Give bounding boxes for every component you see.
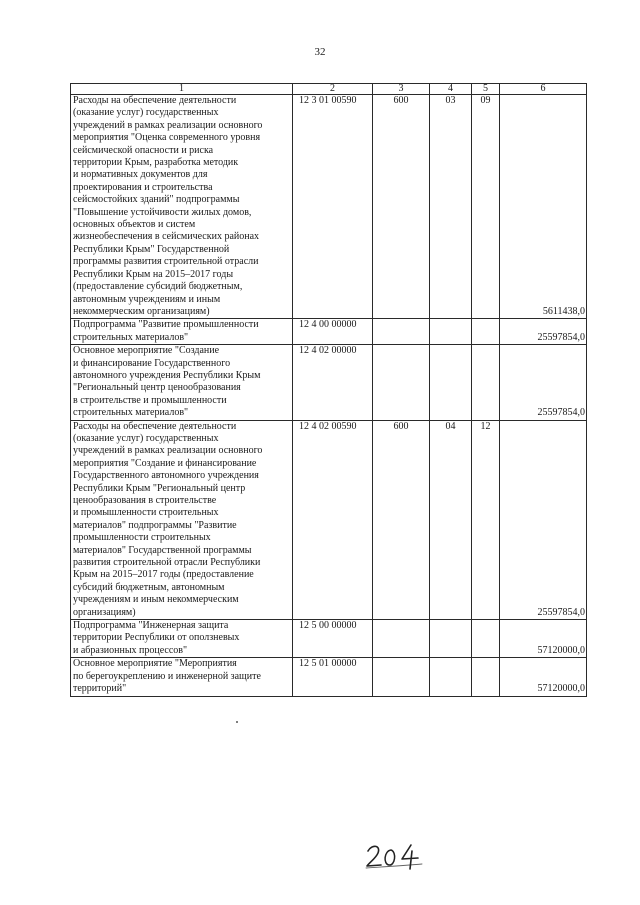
- table-row: [71, 95, 587, 319]
- row-section: [430, 345, 472, 420]
- table-row: [71, 620, 587, 658]
- table-header-row: [71, 84, 587, 95]
- row-subsection: [472, 345, 500, 420]
- row-expense-type: [373, 620, 430, 658]
- row-expense-type: 600: [373, 95, 430, 319]
- row-description: Расходы на обеспечение деятельности (оказание услуг) государственных учреждений в рамках реализации основного мероприятия "Оценка современного уровня сейсмической опасности и риска территории Крым, разработка методик и нормативных документов для проектирования и строительства сейсмостойких зданий" подпрограммы "Повышение устойчивости жилых домов, основных объектов и систем жизнеобеспечения в сейсмических районах Республики Крым" Государственной программы развития строительной отрасли Республики Крым на 2015–2017 годы (предоставление субсидий бюджетным, автономным учреждениям и иным некоммерческим организациям): [71, 95, 293, 319]
- row-section: [430, 620, 472, 658]
- header-cell: 3: [373, 84, 430, 95]
- header-cell: 2: [293, 84, 373, 95]
- row-expense-type: [373, 345, 430, 420]
- row-expense-type: [373, 319, 430, 345]
- row-code: 12 4 02 00590: [293, 420, 373, 620]
- row-subsection: 09: [472, 95, 500, 319]
- table-row: [71, 658, 587, 696]
- page-number: 32: [314, 46, 326, 58]
- row-code: 12 5 00 00000: [293, 620, 373, 658]
- row-amount: 25597854,0: [500, 420, 587, 620]
- row-description: Основное мероприятие "Мероприятия по берегоукреплению и инженерной защите территорий": [71, 658, 293, 696]
- row-code: 12 4 00 00000: [293, 319, 373, 345]
- row-code: 12 3 01 00590: [293, 95, 373, 319]
- row-amount: 25597854,0: [500, 345, 587, 420]
- row-subsection: [472, 620, 500, 658]
- header-cell: 1: [71, 84, 293, 95]
- stray-dot-mark: [236, 721, 238, 723]
- header-cell: 5: [472, 84, 500, 95]
- row-code: 12 5 01 00000: [293, 658, 373, 696]
- row-section: [430, 658, 472, 696]
- row-description: Основное мероприятие "Создание и финансирование Государственного автономного учреждения Республики Крым "Региональный центр ценообразования в строительстве и промышленности строительных материалов": [71, 345, 293, 420]
- handwritten-page-mark: [364, 842, 424, 870]
- row-subsection: [472, 658, 500, 696]
- row-subsection: 12: [472, 420, 500, 620]
- row-section: 03: [430, 95, 472, 319]
- row-description: Расходы на обеспечение деятельности (оказание услуг) государственных учреждений в рамках реализации основного мероприятия "Создание и финансирование Государственного автономного учреждения Республики Крым "Региональный центр ценообразования в строительстве и промышленности строительных материалов" подпрограммы "Развитие промышленности строительных материалов" Государственной программы развития строительной отрасли Республики Крым на 2015–2017 годы (предоставление субсидий бюджетным, автономным учреждениям и иным некоммерческим организациям): [71, 420, 293, 620]
- row-amount: 57120000,0: [500, 620, 587, 658]
- row-description: Подпрограмма "Развитие промышленности строительных материалов": [71, 319, 293, 345]
- row-amount: 57120000,0: [500, 658, 587, 696]
- row-subsection: [472, 319, 500, 345]
- row-amount: 5611438,0: [500, 95, 587, 319]
- table-row: [71, 345, 587, 420]
- header-cell: 4: [430, 84, 472, 95]
- table-row: [71, 420, 587, 620]
- row-expense-type: [373, 658, 430, 696]
- row-amount: 25597854,0: [500, 319, 587, 345]
- budget-table: [70, 83, 587, 697]
- row-section: [430, 319, 472, 345]
- table-row: [71, 319, 587, 345]
- row-description: Подпрограмма "Инженерная защита территории Республики от оползневых и абразионных процессов": [71, 620, 293, 658]
- row-section: 04: [430, 420, 472, 620]
- row-code: 12 4 02 00000: [293, 345, 373, 420]
- row-expense-type: 600: [373, 420, 430, 620]
- header-cell: 6: [500, 84, 587, 95]
